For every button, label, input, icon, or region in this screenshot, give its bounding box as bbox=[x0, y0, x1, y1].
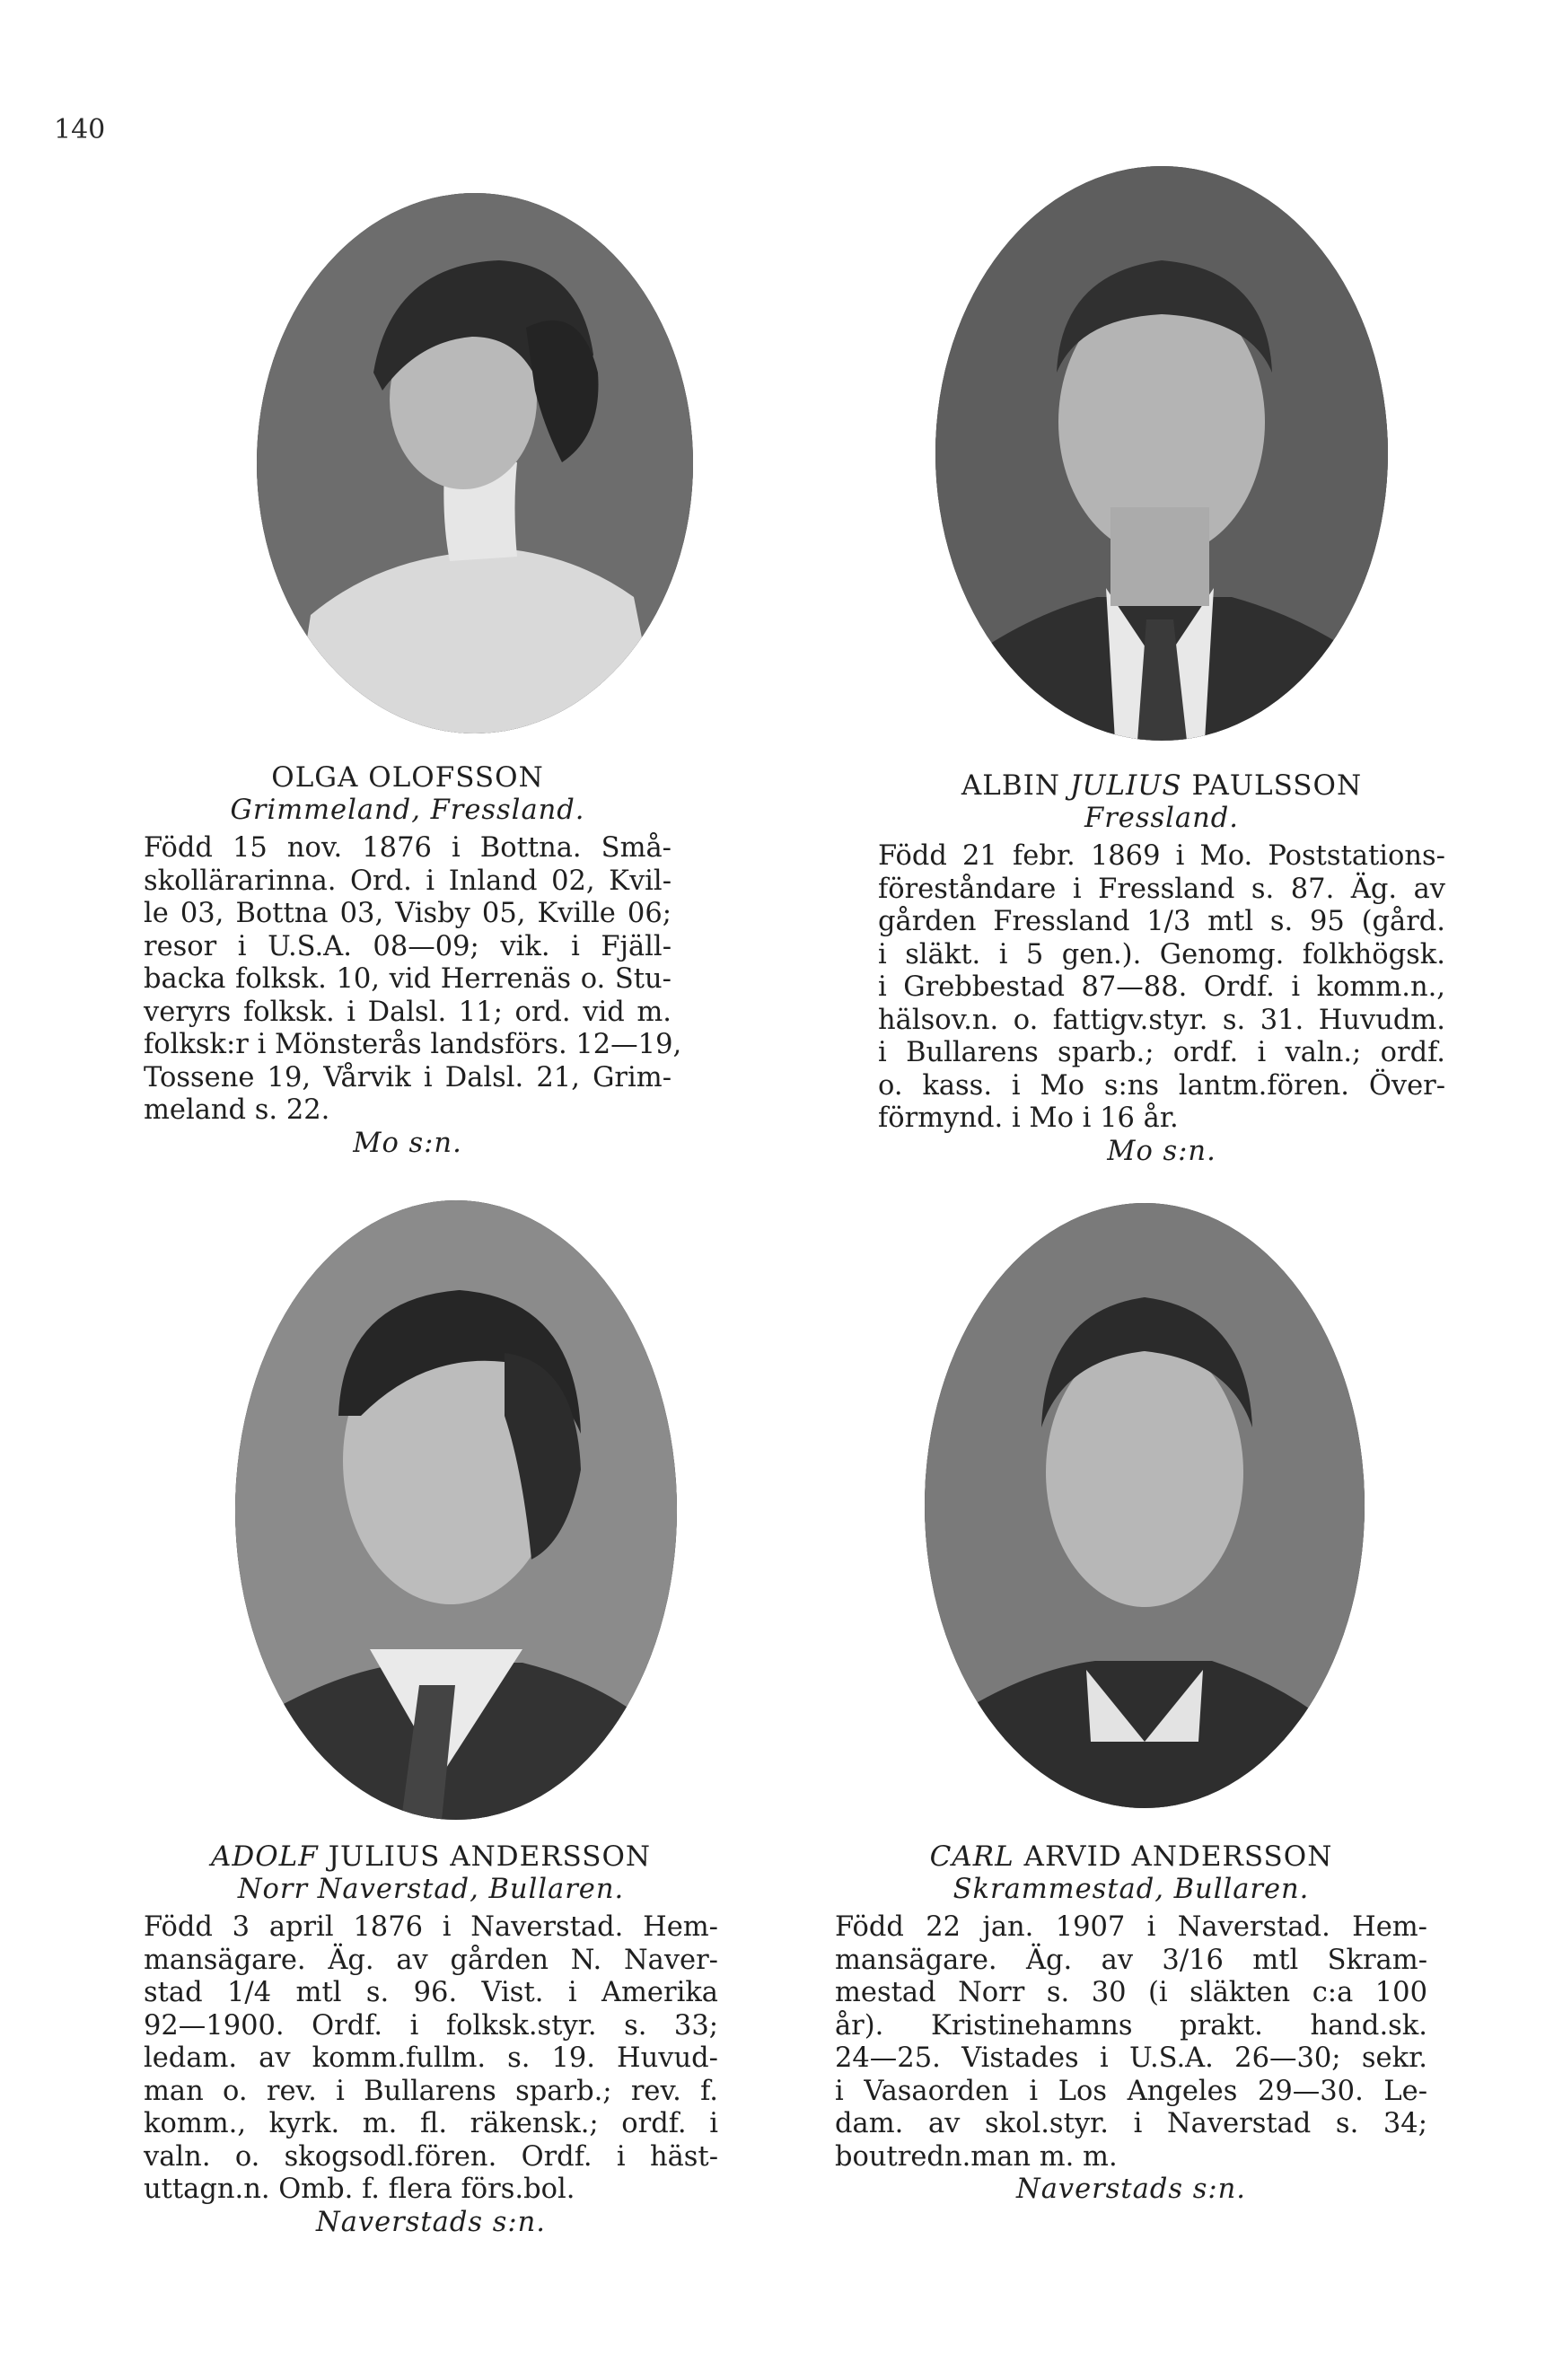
entry-name: ALBIN JULIUS PAULSSON bbox=[961, 769, 1363, 802]
entry-adolf-julius-andersson bbox=[144, 1840, 718, 2239]
page-number: 140 bbox=[54, 114, 106, 145]
entry-albin-julius-paulsson bbox=[878, 769, 1445, 1168]
entry-residence: Norr Naverstad, Bullaren. bbox=[237, 1873, 625, 1905]
portrait-olga-olofsson bbox=[257, 193, 693, 733]
entry-biography: Född 15 nov. 1876 i Bottna. Små- skollärarinna. Ord. i Inland 02, Kvil- le 03, Bottna 03, Visby 05, Kville 06; resor i U.S.A. 08—09; vik. i Fjäll- backa folksk. 10, vid Herrenäs o. Stu- veryrs folksk. i Dalsl. 11; ord. vid m. folksk:r i Mönsterås landsförs. 12—19, Tossene 19, Vårvik i Dalsl. 21, Grim- meland s. 22. bbox=[144, 832, 682, 1126]
entry-name: ADOLF JULIUS ANDERSSON bbox=[210, 1840, 652, 1873]
portrait-carl-arvid-andersson bbox=[925, 1203, 1365, 1808]
portrait-adolf-julius-andersson bbox=[235, 1200, 677, 1820]
entry-biography: Född 21 febr. 1869 i Mo. Poststations- föreståndare i Fressland s. 87. Äg. av gården Fressland 1/3 mtl s. 95 (gård. i släkt. i 5 gen.). Genomg. folkhögsk. i Grebbestad 87—88. Ordf. i komm.n., hälsov.n. o. fattigv.styr. s. 31. Huvudm. i Bullarens sparb.; ordf. i valn.; ordf. o. kass. i Mo s:ns lantm.fören. Över- förmynd. i Mo i 16 år. bbox=[878, 840, 1445, 1134]
entry-parish: Mo s:n. bbox=[1107, 1135, 1216, 1167]
portrait-albin-julius-paulsson bbox=[935, 166, 1388, 741]
entry-carl-arvid-andersson bbox=[835, 1840, 1427, 2207]
entry-residence: Grimmeland, Fressland. bbox=[230, 794, 585, 826]
entry-biography: Född 3 april 1876 i Naverstad. Hem- mansägare. Äg. av gården N. Naver- stad 1/4 mtl s. 96. Vist. i Amerika 92—1900. Ordf. i folksk.styr. s. 33; ledam. av komm.fullm. s. 19. Huvud- man o. rev. i Bullarens sparb.; rev. f. komm., kyrk. m. fl. räkensk.; ordf. i valn. o. skogsodl.fören. Ordf. i häst- uttagn.n. Omb. f. flera förs.bol. bbox=[144, 1911, 718, 2205]
entry-parish: Naverstads s:n. bbox=[316, 2206, 546, 2238]
entry-residence: Fressland. bbox=[1084, 802, 1239, 834]
entry-olga-olofsson bbox=[144, 761, 682, 1160]
entry-name: CARL ARVID ANDERSSON bbox=[929, 1840, 1333, 1873]
entry-biography: Född 22 jan. 1907 i Naverstad. Hem- mansägare. Äg. av 3/16 mtl Skram- mestad Norr s. 30 (i släkten c:a 100 år). Kristinehamns prakt. hand.sk. 24—25. Vistades i U.S.A. 26—30; sekr. i Vasaorden i Los Angeles 29—30. Le- dam. av skol.styr. i Naverstad s. 34; boutredn.man m. m. bbox=[835, 1911, 1427, 2173]
entry-residence: Skrammestad, Bullaren. bbox=[952, 1873, 1310, 1905]
entry-parish: Mo s:n. bbox=[353, 1127, 462, 1159]
entry-parish: Naverstads s:n. bbox=[1016, 2174, 1246, 2205]
entry-name: OLGA OLOFSSON bbox=[271, 761, 544, 794]
